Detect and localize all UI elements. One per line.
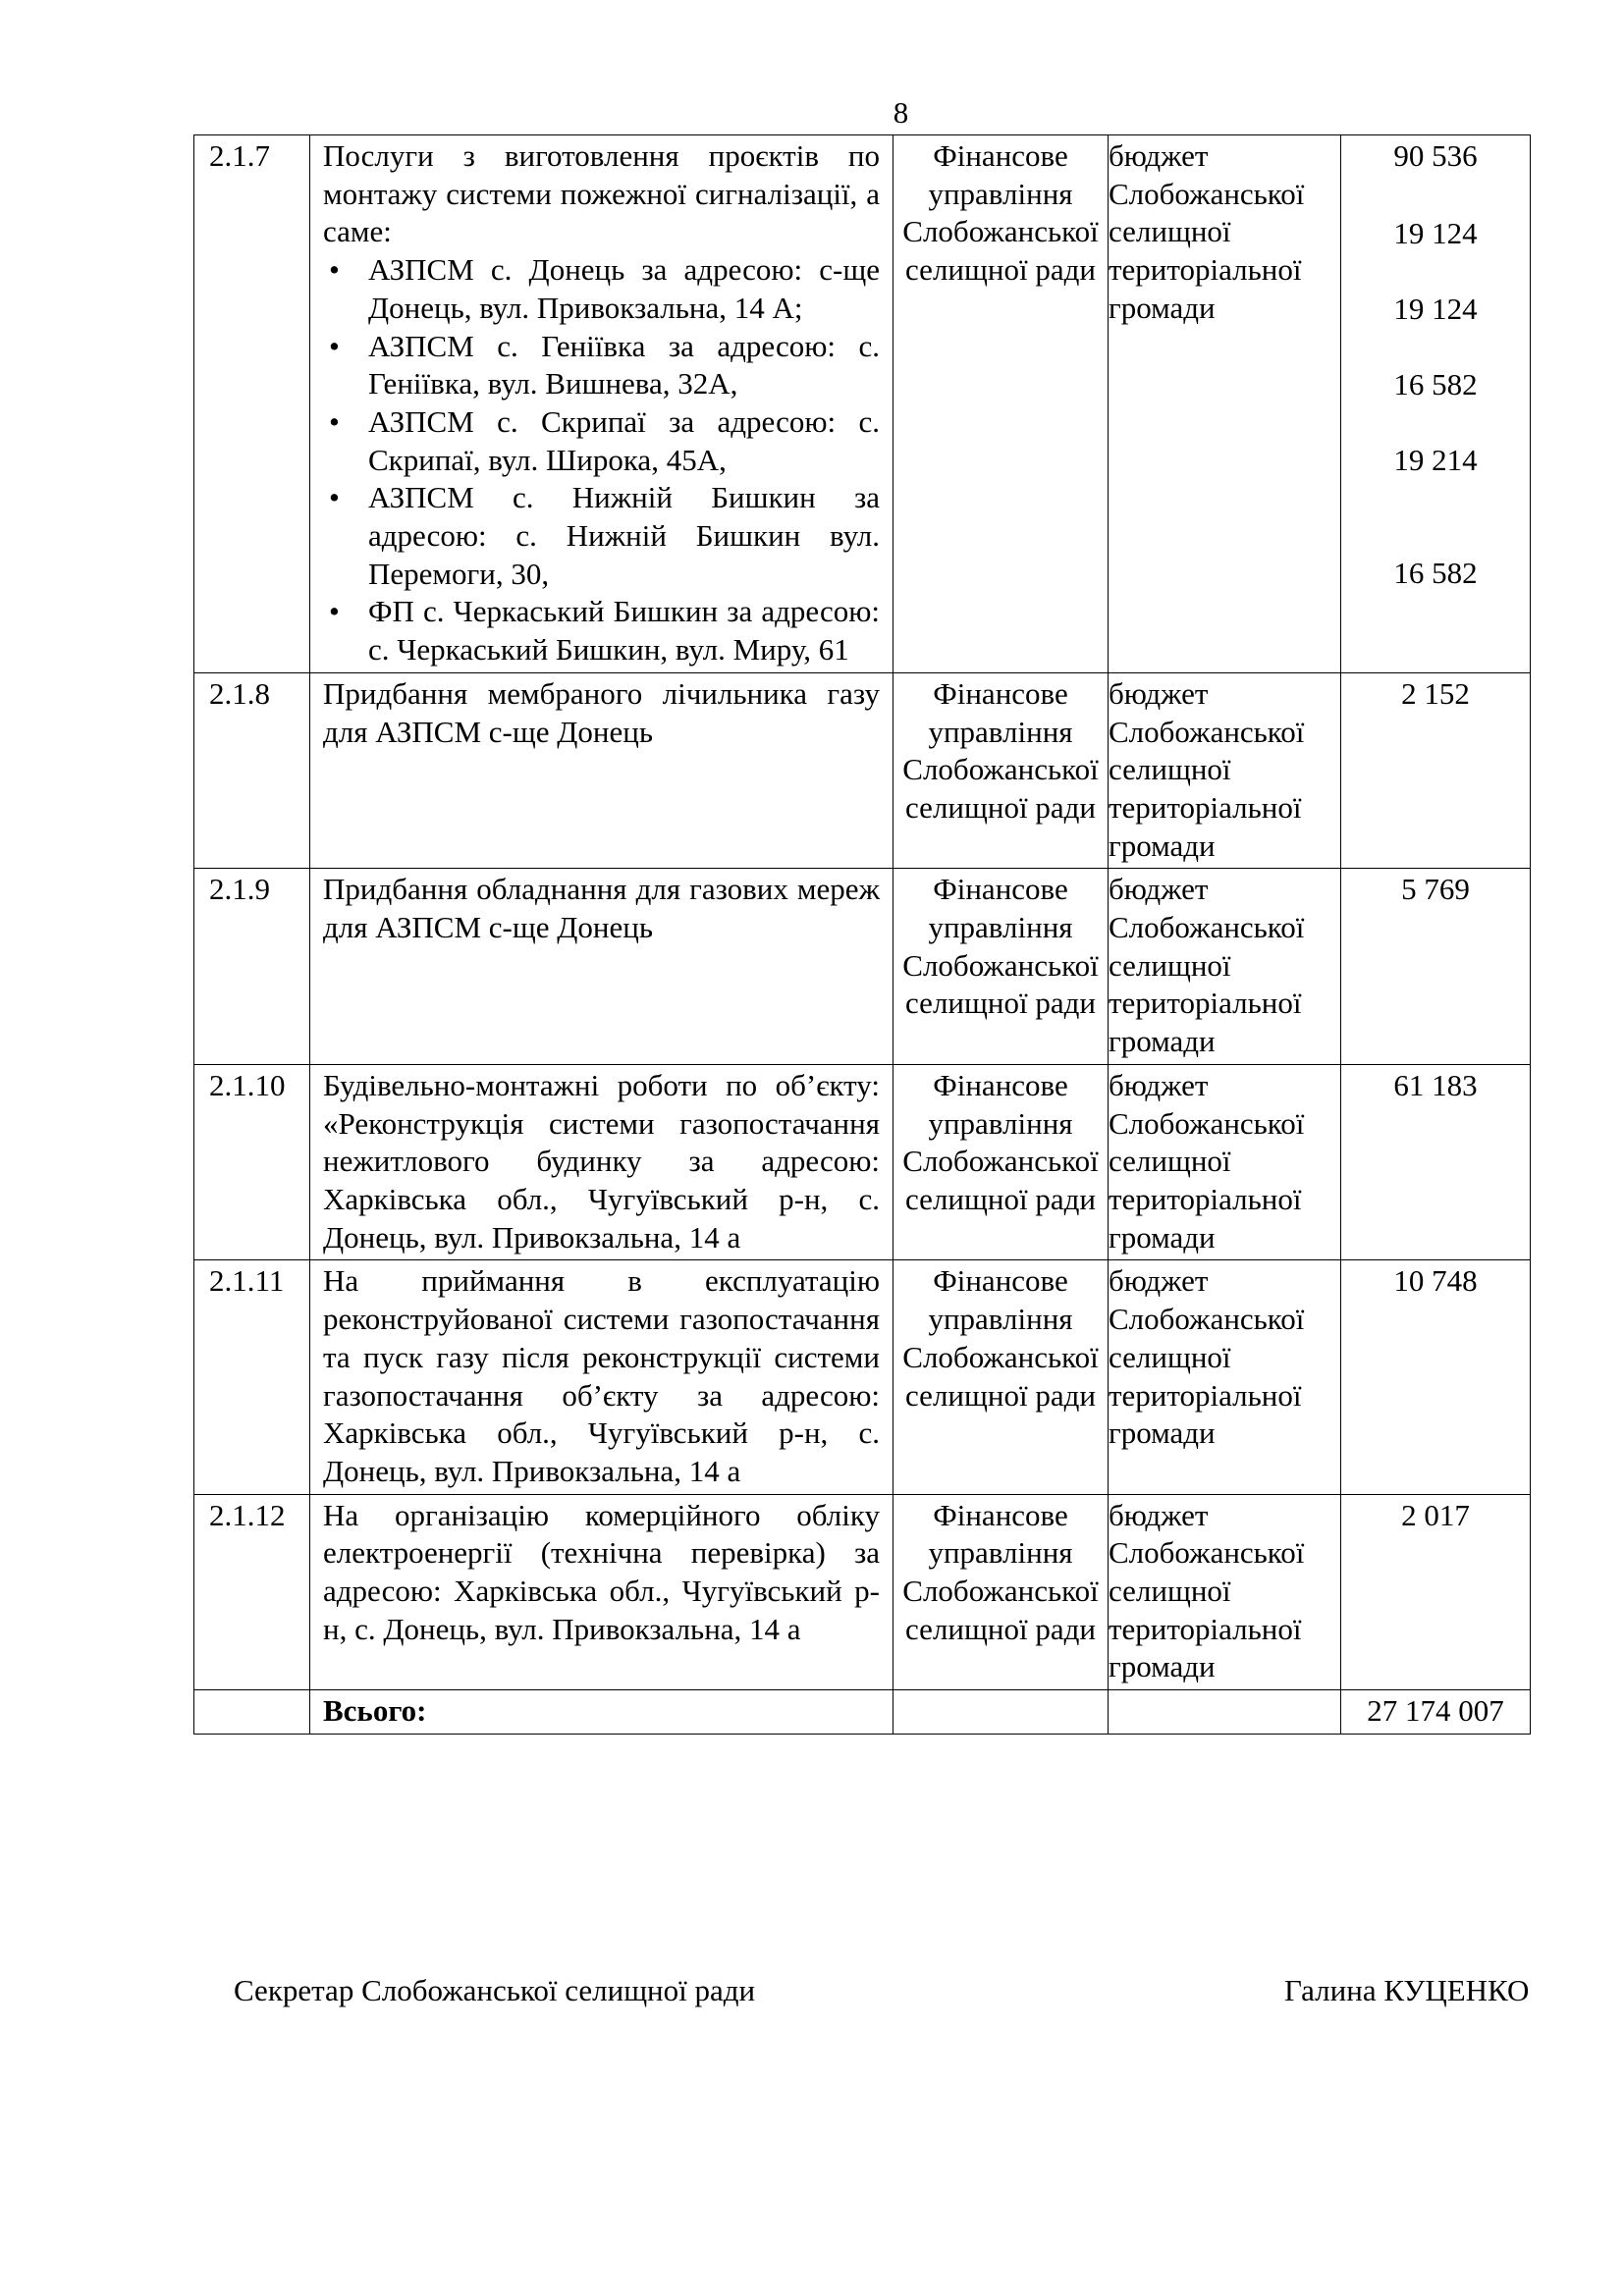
item-amount: 19 124 (1393, 292, 1478, 327)
row-executor: Фінансове управління Слобожанської селищної ради (893, 869, 1109, 1065)
measures-table (193, 134, 1531, 1735)
address-list (323, 251, 880, 669)
row-number: 2.1.8 (194, 672, 310, 869)
total-label: Всього: (310, 1690, 893, 1735)
item-amount: 16 582 (1393, 556, 1478, 591)
item-amount: 19 124 (1393, 216, 1478, 251)
row-funding-source: бюджет Слобожанської селищної територіальної громади (1109, 1064, 1341, 1260)
table-row (194, 1064, 1531, 1260)
page-number: 8 (893, 95, 909, 130)
table-row (194, 672, 1531, 869)
row-description (310, 135, 893, 673)
total-row (194, 1690, 1531, 1735)
row-amount-total: 90 536 (1393, 138, 1478, 173)
signatory-name: Галина КУЦЕНКО (1284, 1973, 1530, 2007)
signatory-position: Секретар Слобожанської селищної ради (234, 1973, 756, 2007)
row-executor: Фінансове управління Слобожанської селищної ради (893, 1064, 1109, 1260)
row-description: На приймання в експлуатацію реконструйованої системи газопостачання та пуск газу після реконструкції системи газопостачання об’єкту за адресою: Харківська обл., Чугуївський р-н, с. Донець, вул. Привокзальна, 14 а (310, 1260, 893, 1494)
row-description: Будівельно-монтажні роботи по об’єкту: «Реконструкція системи газопостачання нежитлового будинку за адресою: Харківська обл., Чугуївський р-н, с. Донець, вул. Привокзальна, 14 а (310, 1064, 893, 1260)
list-item: • ФП с. Черкаський Бишкин за адресою: с. Черкаський Бишкин, вул. Миру, 61 (323, 593, 880, 668)
table-row (194, 1494, 1531, 1690)
row-executor: Фінансове управління Слобожанської селищної ради (893, 135, 1109, 673)
row-amount: 2 017 (1341, 1494, 1531, 1690)
row-number: 2.1.11 (194, 1260, 310, 1494)
row-number: 2.1.10 (194, 1064, 310, 1260)
row-amount: 10 748 (1341, 1260, 1531, 1494)
row-amount: 5 769 (1341, 869, 1531, 1065)
row-description: На організацію комерційного обліку електроенергії (технічна перевірка) за адресою: Харківська обл., Чугуївський р-н, с. Донець, вул. Привокзальна, 14 а (310, 1494, 893, 1690)
item-amount: 16 582 (1393, 366, 1478, 401)
table-row (194, 135, 1531, 673)
row-description-text: Послуги з виготовлення проєктів по монтажу системи пожежної сигналізації, а саме: (323, 138, 880, 249)
row-funding-source: бюджет Слобожанської селищної територіальної громади (1109, 672, 1341, 869)
list-item: • АЗПСМ с. Геніївка за адресою: с. Геніївка, вул. Вишнева, 32А, (323, 328, 880, 403)
list-item: • АЗПСМ с. Донець за адресою: с-ще Донець, вул. Привокзальна, 14 А; (323, 251, 880, 327)
row-number: 2.1.7 (194, 135, 310, 673)
row-number: 2.1.9 (194, 869, 310, 1065)
row-amount: 2 152 (1341, 672, 1531, 869)
row-number: 2.1.12 (194, 1494, 310, 1690)
list-item: • АЗПСМ с. Нижній Бишкин за адресою: с. Нижній Бишкин вул. Перемоги, 30, (323, 479, 880, 593)
row-executor: Фінансове управління Слобожанської селищної ради (893, 672, 1109, 869)
row-funding-source: бюджет Слобожанської селищної територіальної громади (1109, 869, 1341, 1065)
table-row (194, 869, 1531, 1065)
row-funding-source: бюджет Слобожанської селищної територіальної громади (1109, 1494, 1341, 1690)
row-executor: Фінансове управління Слобожанської селищної ради (893, 1494, 1109, 1690)
item-amount: 19 214 (1393, 442, 1478, 477)
row-description: Придбання мембраного лічильника газу для АЗПСМ с-ще Донець (310, 672, 893, 869)
list-item: • АЗПСМ с. Скрипаї за адресою: с. Скрипаї, вул. Широка, 45А, (323, 403, 880, 479)
row-funding-source: бюджет Слобожанської селищної територіальної громади (1109, 135, 1341, 673)
row-description: Придбання обладнання для газових мереж для АЗПСМ с-ще Донець (310, 869, 893, 1065)
row-funding-source: бюджет Слобожанської селищної територіальної громади (1109, 1260, 1341, 1494)
table-row (194, 1260, 1531, 1494)
row-amount (1341, 135, 1531, 673)
total-value: 27 174 007 (1341, 1690, 1531, 1735)
row-executor: Фінансове управління Слобожанської селищної ради (893, 1260, 1109, 1494)
row-amount: 61 183 (1341, 1064, 1531, 1260)
